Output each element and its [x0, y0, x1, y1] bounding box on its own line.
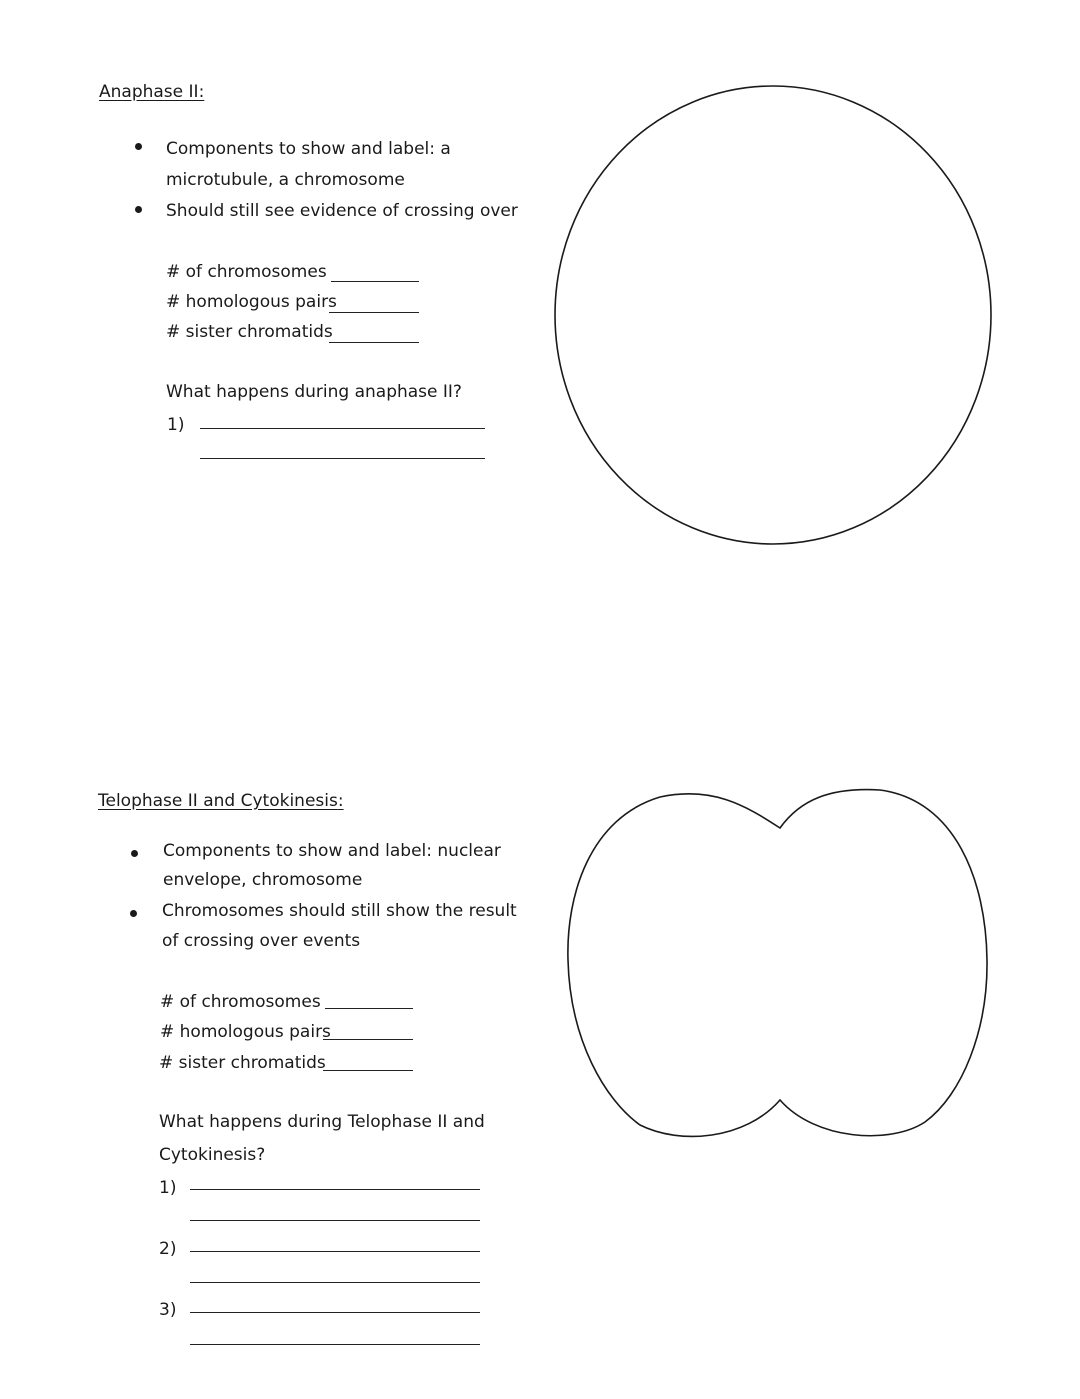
- telophase-dividing-cell-outline: [568, 790, 987, 1137]
- telophase-answer-1-line-b[interactable]: [190, 1220, 480, 1221]
- anaphase-answer-1-line-b[interactable]: [200, 458, 485, 459]
- anaphase-bullet-1-line-2: microtubule, a chromosome: [166, 170, 405, 190]
- telophase-answer-1-line-a[interactable]: [190, 1189, 480, 1190]
- telophase-answer-3-line-b[interactable]: [190, 1344, 480, 1345]
- telophase-count-homologous-blank[interactable]: [323, 1039, 413, 1040]
- telophase-count-chromosomes-blank[interactable]: [325, 1008, 413, 1009]
- telophase-answer-3-number: 3): [159, 1300, 177, 1320]
- telophase-answer-2-line-a[interactable]: [190, 1251, 480, 1252]
- anaphase-cell-circle: [555, 86, 991, 544]
- anaphase-count-chromosomes-blank[interactable]: [331, 281, 419, 282]
- telophase-bullet-2-dot: [130, 910, 137, 917]
- anaphase-count-chromosomes-label: # of chromosomes: [166, 262, 327, 282]
- telophase-bullet-2-line-2: of crossing over events: [162, 931, 361, 951]
- anaphase-bullet-2-dot: [135, 206, 142, 213]
- telophase-heading-text: Telophase II and Cytokinesis: [98, 791, 338, 811]
- telophase-count-sister-blank[interactable]: [323, 1070, 413, 1071]
- telophase-question-line-1: What happens during Telophase II and: [159, 1112, 485, 1132]
- anaphase-heading-text: Anaphase II: [99, 82, 199, 102]
- telophase-bullet-1-line-1: Components to show and label: nuclear: [163, 841, 501, 861]
- anaphase-bullet-2-line-1: Should still see evidence of crossing over: [166, 201, 518, 221]
- anaphase-question: What happens during anaphase II?: [166, 382, 462, 402]
- telophase-count-chromosomes-label: # of chromosomes: [160, 992, 321, 1012]
- anaphase-answer-1-number: 1): [167, 415, 185, 435]
- anaphase-count-sister-label: # sister chromatids: [166, 322, 333, 342]
- telophase-heading-colon: :: [337, 791, 344, 811]
- anaphase-heading: [99, 82, 204, 102]
- telophase-answer-2-number: 2): [159, 1239, 177, 1259]
- telophase-count-sister-label: # sister chromatids: [159, 1053, 326, 1073]
- telophase-bullet-2-line-1: Chromosomes should still show the result: [162, 901, 517, 921]
- anaphase-heading-colon: :: [198, 82, 205, 102]
- telophase-answer-3-line-a[interactable]: [190, 1312, 480, 1313]
- anaphase-count-homologous-blank[interactable]: [329, 312, 419, 313]
- telophase-answer-1-number: 1): [159, 1178, 177, 1198]
- telophase-heading: [98, 791, 344, 811]
- telophase-answer-2-line-b[interactable]: [190, 1282, 480, 1283]
- telophase-count-homologous-label: # homologous pairs: [160, 1022, 331, 1042]
- anaphase-answer-1-line-a[interactable]: [200, 428, 485, 429]
- telophase-bullet-1-dot: [131, 850, 138, 857]
- telophase-question-line-2: Cytokinesis?: [159, 1145, 266, 1165]
- telophase-bullet-1-line-2: envelope, chromosome: [163, 870, 363, 890]
- anaphase-bullet-1-dot: [135, 143, 142, 150]
- anaphase-bullet-1-line-1: Components to show and label: a: [166, 139, 451, 159]
- anaphase-count-sister-blank[interactable]: [329, 342, 419, 343]
- anaphase-count-homologous-label: # homologous pairs: [166, 292, 337, 312]
